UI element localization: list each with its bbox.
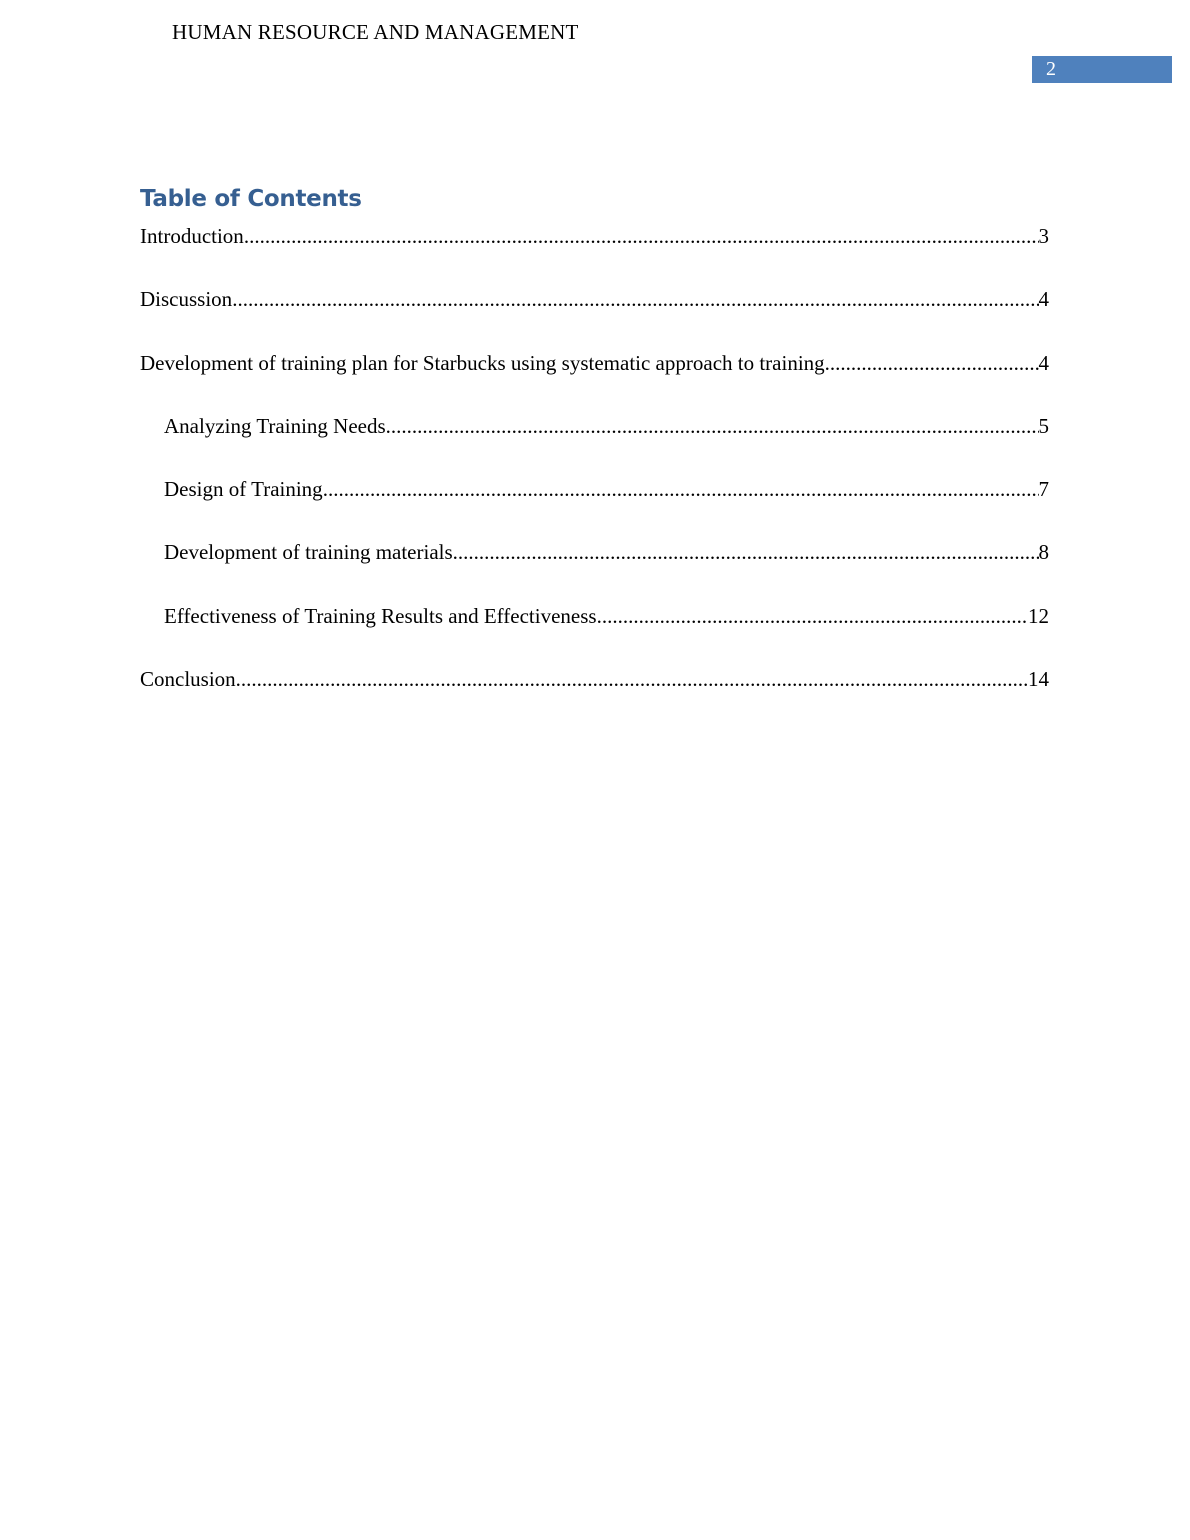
page-number: 2 bbox=[1046, 58, 1056, 80]
toc-entry-label: Discussion bbox=[140, 287, 233, 312]
dot-leader bbox=[236, 667, 1028, 692]
page-number-box bbox=[1032, 56, 1172, 83]
dot-leader bbox=[453, 540, 1039, 565]
toc-entry-design[interactable] bbox=[140, 477, 1049, 540]
toc-entry-page: 5 bbox=[1038, 413, 1049, 438]
toc-entry-introduction[interactable] bbox=[140, 224, 1049, 287]
toc-entry-label: Design of Training bbox=[164, 477, 323, 502]
dot-leader bbox=[597, 604, 1028, 629]
toc-entry-materials[interactable] bbox=[140, 540, 1049, 603]
toc-entry-training-plan[interactable] bbox=[140, 351, 1049, 414]
toc-entry-page: 7 bbox=[1038, 477, 1049, 502]
running-header: HUMAN RESOURCE AND MANAGEMENT bbox=[172, 20, 579, 44]
toc-entry-conclusion[interactable] bbox=[140, 667, 1049, 730]
toc-entry-label: Conclusion bbox=[140, 667, 236, 692]
toc-entry-page: 14 bbox=[1028, 667, 1049, 692]
dot-leader bbox=[386, 414, 1039, 439]
toc-entry-page: 3 bbox=[1038, 224, 1049, 248]
toc-entry-label: Analyzing Training Needs bbox=[164, 413, 386, 438]
toc-entry-label: Effectiveness of Training Results and Effectiveness bbox=[164, 603, 597, 628]
dot-leader bbox=[323, 477, 1039, 502]
dot-leader bbox=[825, 351, 1039, 376]
toc-entry-analyzing-needs[interactable] bbox=[140, 414, 1049, 477]
toc-entry-discussion[interactable] bbox=[140, 287, 1049, 350]
toc-entry-page: 12 bbox=[1028, 603, 1049, 628]
toc-entry-label: Introduction bbox=[140, 224, 244, 248]
toc-entry-label: Development of training plan for Starbucks using systematic approach to training bbox=[140, 350, 825, 375]
toc-entry-effectiveness[interactable] bbox=[140, 604, 1049, 667]
toc-title: Table of Contents bbox=[140, 186, 362, 212]
toc-entry-label: Development of training materials bbox=[164, 540, 453, 565]
toc-entry-page: 4 bbox=[1038, 287, 1049, 312]
dot-leader bbox=[244, 224, 1039, 249]
dot-leader bbox=[232, 287, 1038, 312]
table-of-contents bbox=[140, 224, 1049, 730]
toc-entry-page: 4 bbox=[1038, 350, 1049, 375]
toc-entry-page: 8 bbox=[1038, 540, 1049, 565]
